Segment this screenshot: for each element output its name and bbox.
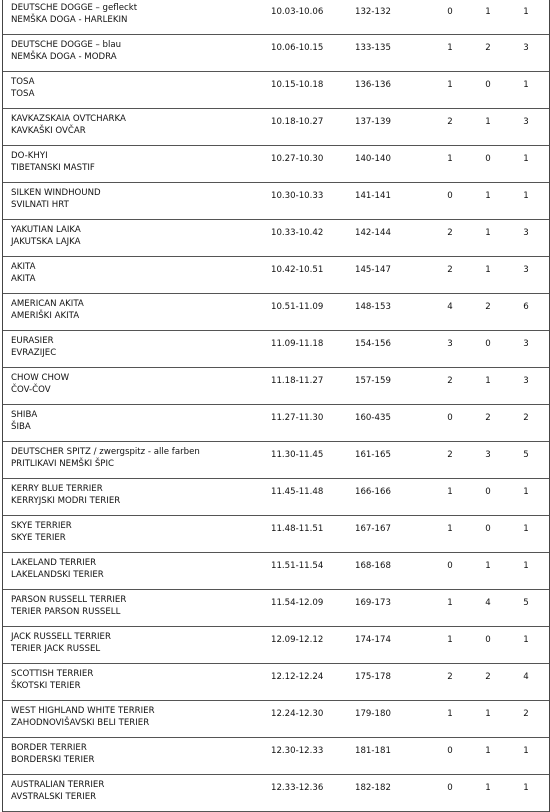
breed-name-cell [11,372,69,396]
breed-name-slovene: TIBETANSKI MASTIF [11,163,95,173]
count-a: 0 [447,7,453,17]
breed-name-cell [11,335,56,359]
breed-name-slovene: ZAHODNOVIŠAVSKI BELI TERIER [11,718,150,728]
breed-name-slovene: BORDERSKI TERIER [11,755,95,765]
table-row [3,516,549,553]
table-row [3,479,549,516]
count-b: 1 [485,265,491,275]
breed-name-original: DEUTSCHER SPITZ / zwergspitz - alle farben [11,447,200,457]
count-a: 0 [447,191,453,201]
time-range: 10.03-10.06 [271,7,324,17]
catalog-range: 182-182 [355,783,391,793]
count-a: 2 [447,265,453,275]
count-total: 1 [523,487,529,497]
table-row [3,664,549,701]
count-total: 1 [523,746,529,756]
table-row [3,553,549,590]
count-total: 1 [523,783,529,793]
count-b: 3 [485,450,491,460]
table-row [3,146,549,183]
table-row [3,627,549,664]
time-range: 10.51-11.09 [271,302,324,312]
count-total: 3 [523,265,529,275]
table-row [3,701,549,738]
catalog-range: 168-168 [355,561,391,571]
count-b: 2 [485,302,491,312]
count-b: 1 [485,117,491,127]
breed-name-slovene: ČOV-ČOV [11,385,51,395]
breed-name-slovene: AKITA [11,274,36,284]
count-b: 2 [485,672,491,682]
breed-name-original: LAKELAND TERRIER [11,558,97,568]
breed-name-original: BORDER TERRIER [11,743,87,753]
table-row [3,0,549,35]
count-a: 4 [447,302,453,312]
table-row [3,405,549,442]
breed-name-original: KAVKAZSKAIA OVTCHARKA [11,114,126,124]
catalog-range: 174-174 [355,635,391,645]
catalog-range: 132-132 [355,7,391,17]
time-range: 11.30-11.45 [271,450,324,460]
breed-name-original: SKYE TERRIER [11,521,72,531]
catalog-range: 166-166 [355,487,391,497]
breed-name-cell [11,631,111,655]
catalog-range: 181-181 [355,746,391,756]
time-range: 11.27-11.30 [271,413,324,423]
time-range: 12.24-12.30 [271,709,324,719]
count-b: 1 [485,783,491,793]
breed-name-original: DEUTSCHE DOGGE – blau [11,40,122,50]
table-row [3,109,549,146]
table-row [3,35,549,72]
count-b: 2 [485,43,491,53]
count-b: 1 [485,561,491,571]
breed-name-cell [11,224,81,248]
count-a: 2 [447,117,453,127]
breed-name-cell [11,557,104,581]
time-range: 11.54-12.09 [271,598,324,608]
count-b: 1 [485,228,491,238]
time-range: 12.33-12.36 [271,783,324,793]
catalog-range: 160-435 [355,413,391,423]
catalog-range: 142-144 [355,228,391,238]
count-b: 1 [485,7,491,17]
breed-name-original: YAKUTIAN LAIKA [11,225,81,235]
count-total: 1 [523,154,529,164]
count-b: 0 [485,635,491,645]
count-total: 1 [523,7,529,17]
catalog-range: 137-139 [355,117,391,127]
breed-name-slovene: NEMŠKA DOGA - MODRA [11,52,117,62]
breed-name-cell [11,520,72,544]
catalog-range: 179-180 [355,709,391,719]
breed-name-cell [11,594,126,618]
breed-name-slovene: JAKUTSKA LAJKA [11,237,81,247]
time-range: 12.09-12.12 [271,635,324,645]
breed-name-cell [11,187,101,211]
breed-name-slovene: AVSTRALSKI TERIER [11,792,97,802]
time-range: 11.45-11.48 [271,487,324,497]
breed-name-cell [11,483,120,507]
count-b: 0 [485,154,491,164]
count-a: 0 [447,413,453,423]
count-a: 1 [447,598,453,608]
judging-schedule-table [2,0,550,812]
count-total: 3 [523,228,529,238]
breed-name-cell [11,150,95,174]
time-range: 10.15-10.18 [271,80,324,90]
breed-name-original: SCOTTISH TERRIER [11,669,94,679]
breed-name-original: DEUTSCHE DOGGE – gefleckt [11,3,138,13]
count-b: 1 [485,376,491,386]
catalog-range: 175-178 [355,672,391,682]
time-range: 10.33-10.42 [271,228,324,238]
catalog-range: 133-135 [355,43,391,53]
table-row [3,331,549,368]
count-a: 1 [447,487,453,497]
count-a: 0 [447,746,453,756]
breed-name-cell [11,76,35,100]
breed-name-slovene: NEMŠKA DOGA - HARLEKIN [11,15,128,25]
table-row [3,775,549,812]
breed-name-slovene: SVILNATI HRT [11,200,69,210]
catalog-range: 154-156 [355,339,391,349]
breed-name-original: SHIBA [11,410,38,420]
count-total: 1 [523,561,529,571]
table-row [3,442,549,479]
count-total: 1 [523,191,529,201]
breed-name-cell [11,261,36,285]
breed-name-slovene: TERIER JACK RUSSEL [11,644,101,654]
time-range: 10.18-10.27 [271,117,324,127]
breed-name-original: SILKEN WINDHOUND [11,188,101,198]
catalog-range: 167-167 [355,524,391,534]
catalog-range: 161-165 [355,450,391,460]
breed-name-cell [11,39,121,63]
breed-name-cell [11,298,84,322]
table-row [3,368,549,405]
breed-name-slovene: SKYE TERIER [11,533,66,543]
count-b: 0 [485,339,491,349]
breed-name-slovene: EVRAZIJEC [11,348,57,358]
catalog-range: 148-153 [355,302,391,312]
time-range: 10.06-10.15 [271,43,324,53]
breed-name-original: CHOW CHOW [11,373,70,383]
time-range: 11.18-11.27 [271,376,324,386]
time-range: 10.30-10.33 [271,191,324,201]
count-total: 3 [523,117,529,127]
breed-name-cell [11,2,137,26]
count-a: 1 [447,80,453,90]
breed-name-original: AMERICAN AKITA [11,299,84,309]
count-b: 2 [485,413,491,423]
time-range: 11.51-11.54 [271,561,324,571]
breed-name-slovene: LAKELANDSKI TERIER [11,570,104,580]
count-total: 5 [523,598,529,608]
count-b: 1 [485,191,491,201]
count-a: 1 [447,43,453,53]
breed-name-original: EURASIER [11,336,54,346]
table-row [3,738,549,775]
catalog-range: 140-140 [355,154,391,164]
breed-name-original: TOSA [11,77,35,87]
count-b: 1 [485,709,491,719]
count-total: 5 [523,450,529,460]
count-a: 1 [447,635,453,645]
breed-name-slovene: KAVKAŠKI OVČAR [11,126,86,136]
breed-name-cell [11,705,155,729]
catalog-range: 141-141 [355,191,391,201]
catalog-range: 157-159 [355,376,391,386]
count-b: 0 [485,487,491,497]
breed-name-slovene: KERRYJSKI MODRI TERIER [11,496,121,506]
breed-name-cell [11,409,37,433]
breed-name-original: PARSON RUSSELL TERRIER [11,595,127,605]
breed-name-original: AKITA [11,262,36,272]
time-range: 12.12-12.24 [271,672,324,682]
count-total: 4 [523,672,529,682]
catalog-range: 136-136 [355,80,391,90]
count-a: 2 [447,228,453,238]
breed-name-original: KERRY BLUE TERRIER [11,484,103,494]
time-range: 12.30-12.33 [271,746,324,756]
breed-name-cell [11,779,104,803]
table-row [3,72,549,109]
count-a: 2 [447,376,453,386]
count-total: 1 [523,635,529,645]
breed-name-slovene: PRITLIKAVI NEMŠKI ŠPIC [11,459,115,469]
count-total: 2 [523,413,529,423]
count-a: 2 [447,450,453,460]
table-row [3,183,549,220]
count-total: 1 [523,524,529,534]
time-range: 10.27-10.30 [271,154,324,164]
time-range: 10.42-10.51 [271,265,324,275]
breed-name-original: WEST HIGHLAND WHITE TERRIER [11,706,155,716]
table-row [3,590,549,627]
table-row [3,257,549,294]
count-b: 4 [485,598,491,608]
breed-name-original: JACK RUSSELL TERRIER [11,632,111,642]
count-total: 3 [523,339,529,349]
count-total: 3 [523,376,529,386]
count-a: 2 [447,672,453,682]
catalog-range: 145-147 [355,265,391,275]
count-a: 0 [447,561,453,571]
count-a: 0 [447,783,453,793]
breed-name-original: DO-KHYI [11,151,48,161]
breed-name-slovene: ŠIBA [11,422,31,432]
count-total: 6 [523,302,529,312]
time-range: 11.09-11.18 [271,339,324,349]
count-b: 0 [485,524,491,534]
time-range: 11.48-11.51 [271,524,324,534]
breed-name-slovene: TOSA [11,89,35,99]
table-row [3,220,549,257]
count-b: 1 [485,746,491,756]
breed-name-original: AUSTRALIAN TERRIER [11,780,105,790]
breed-name-slovene: TERIER PARSON RUSSELL [11,607,121,617]
table-row [3,294,549,331]
catalog-range: 169-173 [355,598,391,608]
breed-name-cell [11,113,126,137]
breed-name-slovene: AMERIŠKI AKITA [11,311,80,321]
count-a: 1 [447,524,453,534]
count-a: 3 [447,339,453,349]
count-a: 1 [447,709,453,719]
count-a: 1 [447,154,453,164]
breed-name-cell [11,446,200,470]
breed-name-cell [11,742,94,766]
count-total: 3 [523,43,529,53]
count-total: 2 [523,709,529,719]
breed-name-slovene: ŠKOTSKI TERIER [11,681,81,691]
count-b: 0 [485,80,491,90]
breed-name-cell [11,668,93,692]
count-total: 1 [523,80,529,90]
